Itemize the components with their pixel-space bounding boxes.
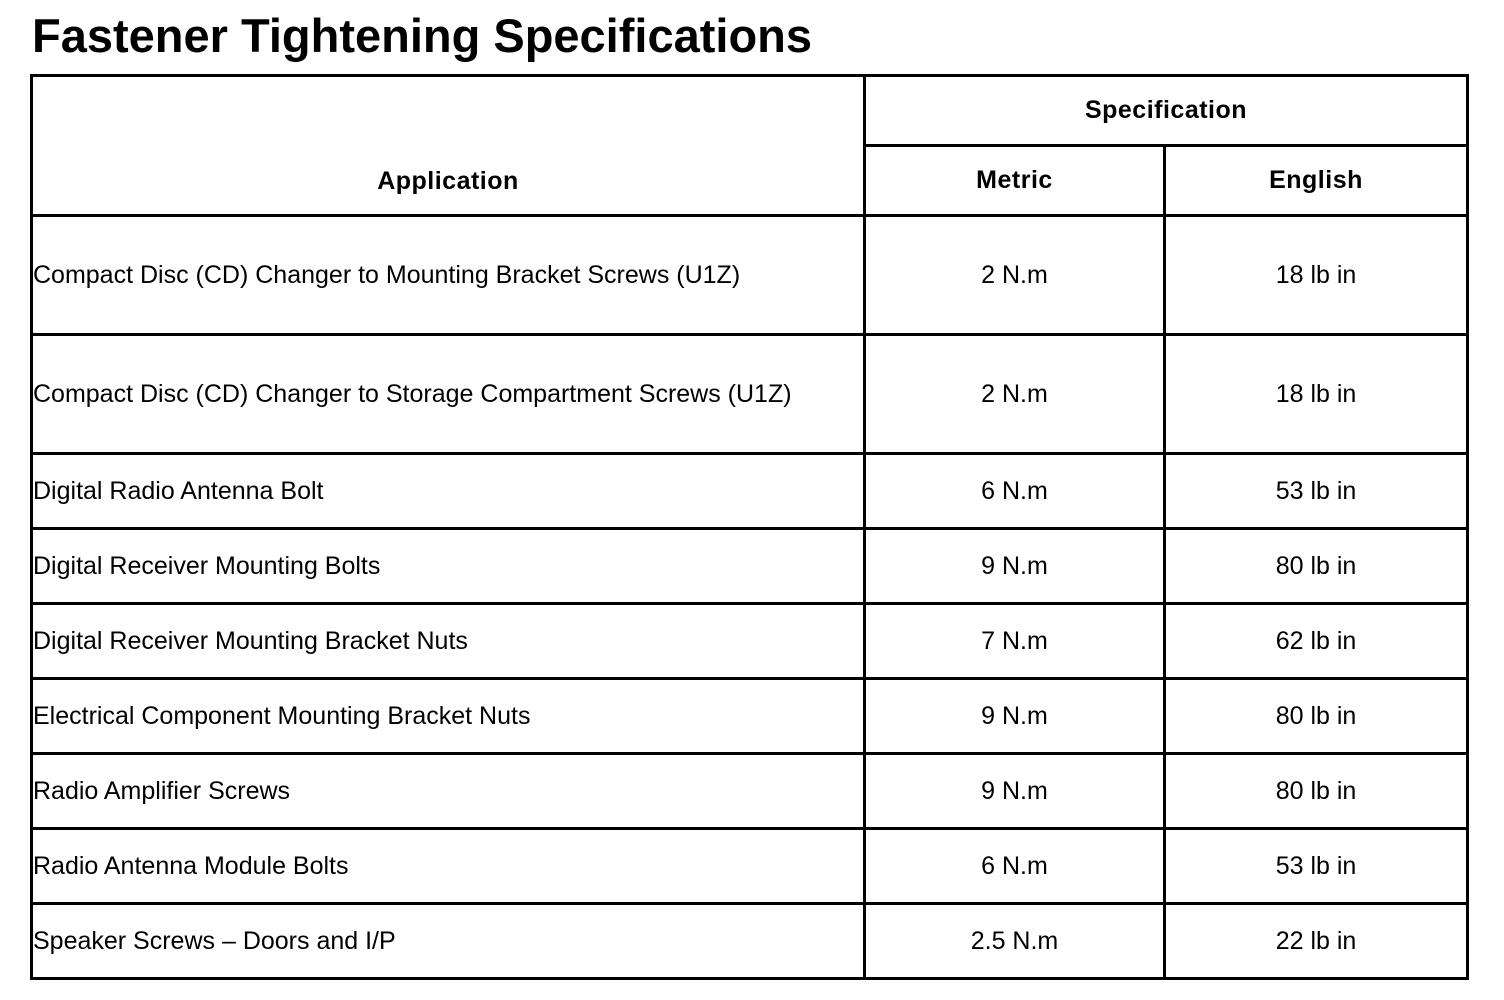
header-specification: Specification (865, 76, 1468, 146)
table-row (32, 335, 1468, 454)
application-cell: Compact Disc (CD) Changer to Mounting Bracket Screws (U1Z) (32, 216, 865, 335)
english-cell: 18 lb in (1165, 216, 1468, 335)
table-row (32, 754, 1468, 829)
application-cell: Digital Receiver Mounting Bolts (32, 529, 865, 604)
english-cell: 62 lb in (1165, 604, 1468, 679)
page-title: Fastener Tightening Specifications (32, 9, 812, 62)
english-cell: 18 lb in (1165, 335, 1468, 454)
metric-cell: 7 N.m (865, 604, 1165, 679)
english-cell: 22 lb in (1165, 904, 1468, 979)
metric-cell: 2.5 N.m (865, 904, 1165, 979)
header-english: English (1165, 146, 1468, 216)
application-cell: Compact Disc (CD) Changer to Storage Compartment Screws (U1Z) (32, 335, 865, 454)
metric-cell: 6 N.m (865, 829, 1165, 904)
english-cell: 53 lb in (1165, 454, 1468, 529)
application-cell: Electrical Component Mounting Bracket Nuts (32, 679, 865, 754)
table-row (32, 829, 1468, 904)
table-row (32, 454, 1468, 529)
header-application: Application (32, 76, 865, 216)
fastener-spec-table (30, 74, 1469, 980)
table-row (32, 679, 1468, 754)
application-cell: Digital Radio Antenna Bolt (32, 454, 865, 529)
metric-cell: 6 N.m (865, 454, 1165, 529)
english-cell: 80 lb in (1165, 754, 1468, 829)
application-cell: Radio Antenna Module Bolts (32, 829, 865, 904)
metric-cell: 9 N.m (865, 754, 1165, 829)
application-cell: Radio Amplifier Screws (32, 754, 865, 829)
english-cell: 80 lb in (1165, 679, 1468, 754)
metric-cell: 9 N.m (865, 529, 1165, 604)
table-row (32, 604, 1468, 679)
metric-cell: 2 N.m (865, 335, 1165, 454)
header-metric: Metric (865, 146, 1165, 216)
application-cell: Speaker Screws – Doors and I/P (32, 904, 865, 979)
table-row (32, 904, 1468, 979)
metric-cell: 9 N.m (865, 679, 1165, 754)
english-cell: 80 lb in (1165, 529, 1468, 604)
metric-cell: 2 N.m (865, 216, 1165, 335)
application-cell: Digital Receiver Mounting Bracket Nuts (32, 604, 865, 679)
english-cell: 53 lb in (1165, 829, 1468, 904)
table-row (32, 529, 1468, 604)
table-row (32, 216, 1468, 335)
